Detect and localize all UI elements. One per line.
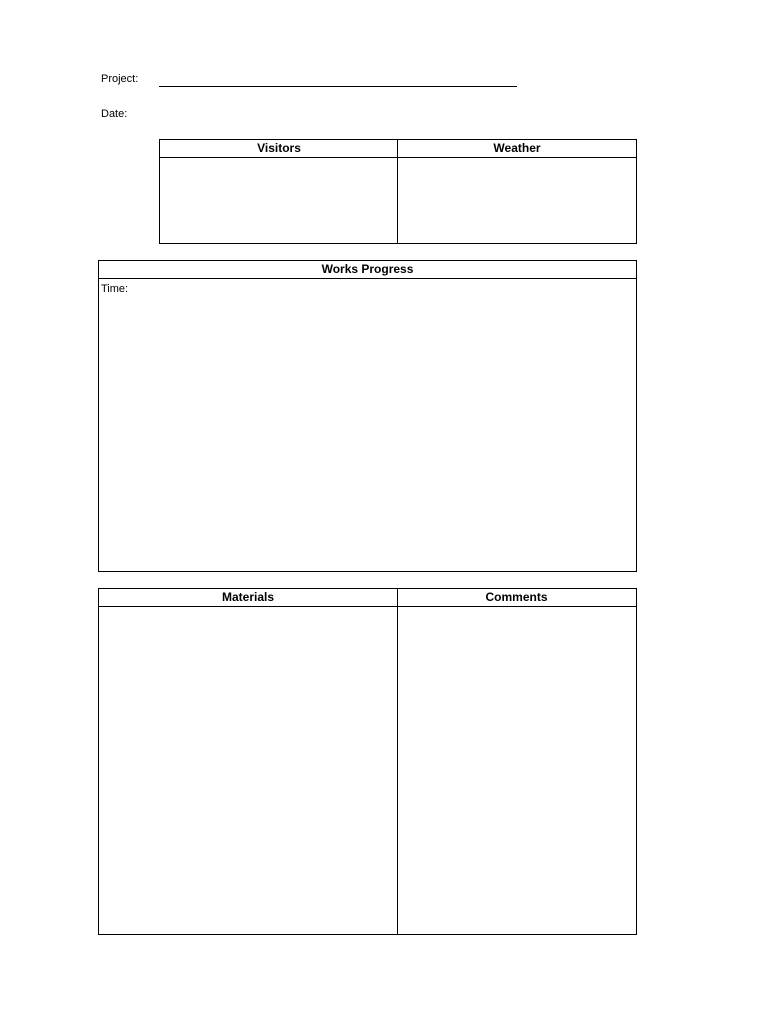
project-label: Project: xyxy=(101,73,139,85)
project-input-line[interactable] xyxy=(159,86,517,87)
materials-comments-header-row xyxy=(99,589,636,607)
weather-field[interactable] xyxy=(398,158,636,243)
materials-comments-table xyxy=(98,588,637,935)
materials-header: Materials xyxy=(221,590,275,604)
visitors-weather-header-row xyxy=(160,140,636,158)
visitors-weather-table xyxy=(159,139,637,244)
works-progress-header-row xyxy=(99,261,636,279)
materials-field[interactable] xyxy=(99,607,397,934)
time-label: Time: xyxy=(101,283,129,295)
works-progress-field[interactable] xyxy=(99,279,636,571)
date-label: Date: xyxy=(101,108,128,120)
comments-field[interactable] xyxy=(398,607,636,934)
weather-header: Weather xyxy=(493,141,541,155)
works-progress-header: Works Progress xyxy=(321,262,414,276)
visitors-header: Visitors xyxy=(257,141,301,155)
comments-header: Comments xyxy=(485,590,548,604)
works-progress-table xyxy=(98,260,637,572)
visitors-field[interactable] xyxy=(160,158,397,243)
